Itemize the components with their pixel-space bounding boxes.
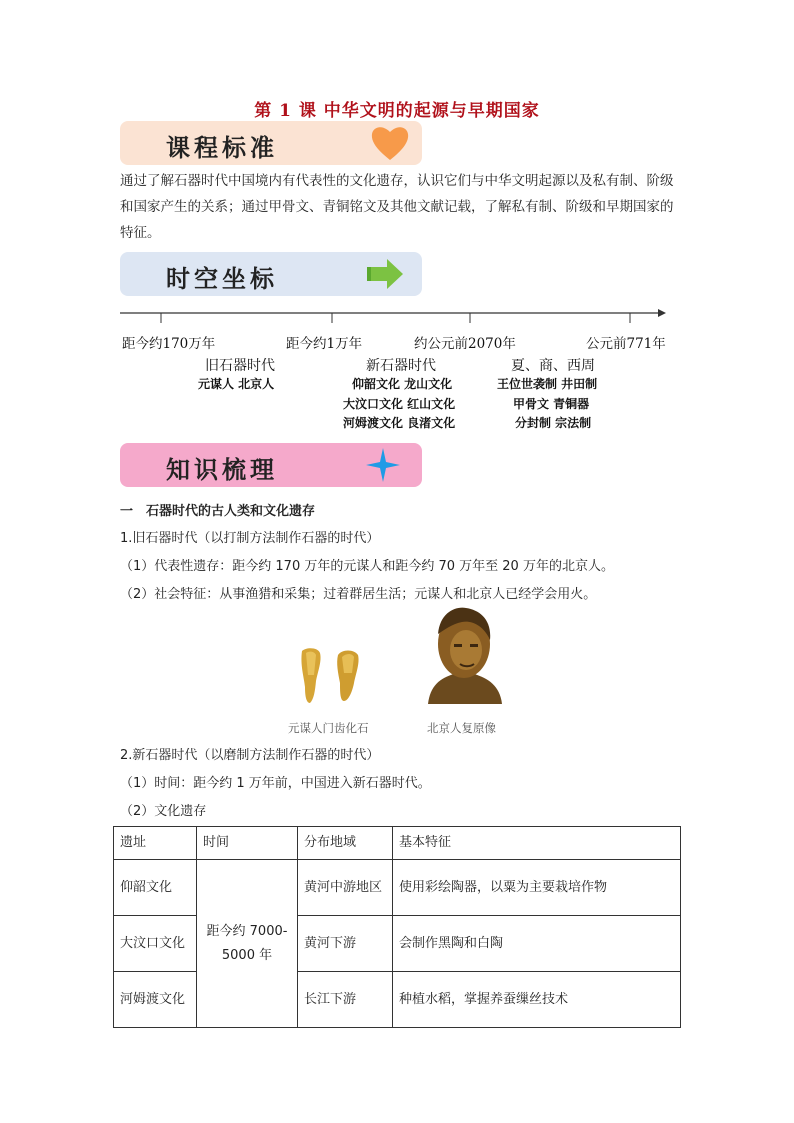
table-cell-site: 河姆渡文化 [114, 972, 197, 1028]
table-cell-time: 距今约 7000-5000 年 [197, 860, 298, 1028]
table-cell-region: 长江下游 [298, 972, 393, 1028]
table-cell-feature: 使用彩绘陶器，以粟为主要栽培作物 [393, 860, 681, 916]
timeline-axis [110, 305, 670, 325]
page-title: 第 1 课 中华文明的起源与早期国家 [254, 101, 540, 121]
table-header: 时间 [197, 827, 298, 860]
table-header-row [114, 827, 681, 860]
yuanmou-teeth-fossil-image [296, 645, 366, 707]
table-cell-site: 大汶口文化 [114, 916, 197, 972]
paragraph: （1）时间：距今约 1 万年前，中国进入新石器时代。 [120, 776, 431, 791]
knowledge-banner [120, 443, 422, 487]
era-item: 元谋人 北京人 [198, 377, 275, 391]
era-name: 夏、商、西周 [511, 358, 595, 374]
era-item: 仰韶文化 龙山文化 [352, 377, 453, 391]
heart-icon [370, 124, 410, 162]
banner-title: 时空坐标 [166, 265, 278, 293]
era-name: 旧石器时代 [205, 358, 275, 374]
section-heading: 一 石器时代的古人类和文化遗存 [120, 504, 316, 519]
banner-title: 课程标准 [166, 134, 278, 162]
standard-text: 通过了解石器时代中国境内有代表性的文化遗存，认识它们与中华文明起源以及私有制、阶级和国家产生的关系；通过甲骨文、青铜铭文及其他文献记载，了解私有制、阶级和早期国家的特征。 [120, 173, 674, 241]
arrow-right-icon [365, 257, 405, 291]
table-header: 分布地域 [298, 827, 393, 860]
timeline-tick-label: 距今约170万年 [122, 336, 216, 352]
table-cell-feature: 会制作黑陶和白陶 [393, 916, 681, 972]
peking-man-bust-image [422, 604, 506, 706]
image-caption: 北京人复原像 [427, 721, 496, 735]
paragraph: （2）文化遗存 [120, 804, 207, 819]
culture-table [113, 826, 681, 1028]
era-item: 甲骨文 青铜器 [513, 397, 590, 411]
table-header: 基本特征 [393, 827, 681, 860]
era-item: 分封制 宗法制 [515, 416, 592, 430]
timeline-tick-label: 公元前771年 [586, 336, 666, 352]
paragraph: （2）社会特征：从事渔猎和采集；过着群居生活；元谋人和北京人已经学会用火。 [120, 587, 597, 602]
banner-title: 知识梳理 [166, 456, 278, 484]
table-header: 遗址 [114, 827, 197, 860]
table-cell-region: 黄河中游地区 [298, 860, 393, 916]
paragraph: 2.新石器时代（以磨制方法制作石器的时代） [120, 748, 380, 763]
era-item: 大汶口文化 红山文化 [343, 397, 456, 411]
star-icon [365, 447, 401, 483]
course-standard-banner [120, 121, 422, 165]
time-space-banner [120, 252, 422, 296]
timeline-tick-label: 约公元前2070年 [414, 336, 516, 352]
timeline-tick-label: 距今约1万年 [286, 336, 363, 352]
era-name: 新石器时代 [366, 358, 436, 374]
table-cell-feature: 种植水稻，掌握养蚕缫丝技术 [393, 972, 681, 1028]
era-item: 王位世袭制 井田制 [497, 377, 598, 391]
paragraph: 1.旧石器时代（以打制方法制作石器的时代） [120, 531, 380, 546]
table-cell-site: 仰韶文化 [114, 860, 197, 916]
table-cell-region: 黄河下游 [298, 916, 393, 972]
paragraph: （1）代表性遗存：距今约 170 万年的元谋人和距今约 70 万年至 20 万年的北京人。 [120, 559, 614, 574]
image-caption: 元谋人门齿化石 [288, 721, 369, 735]
table-row [114, 860, 681, 916]
era-item: 河姆渡文化 良渚文化 [343, 416, 456, 430]
